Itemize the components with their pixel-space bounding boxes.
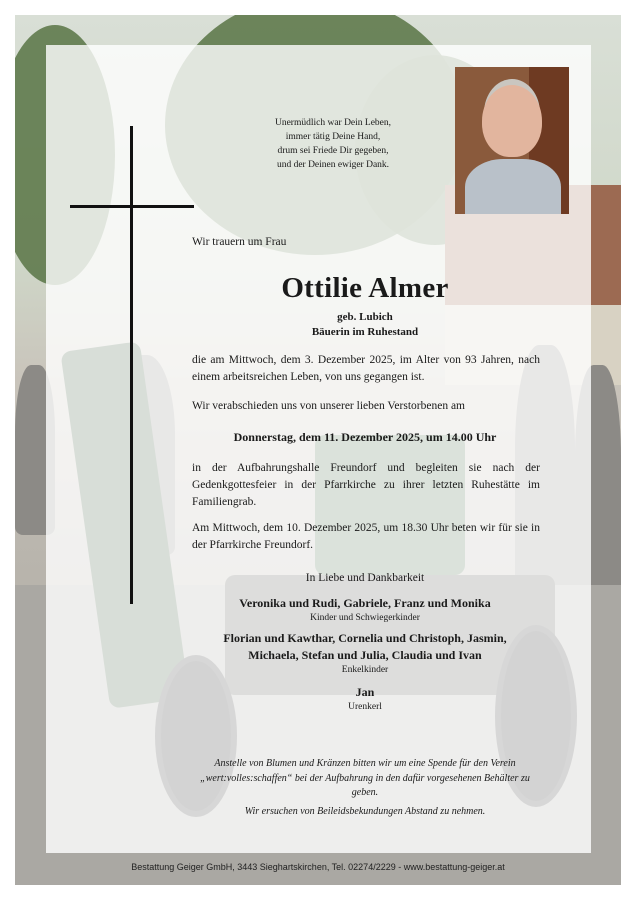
mourner-relation: Kinder und Schwiegerkinder [310,613,420,623]
death-announcement: die am Mittwoch, dem 3. Dezember 2025, im Alter von 93 Jahren, nach einem arbeitsreichen Leben, von uns gegangen ist. [192,354,540,383]
prayer-text: Am Mittwoch, dem 10. Dezember 2025, um 18.30 Uhr beten wir für sie in der Pfarrkirche Freundorf. [192,522,540,551]
mourning-intro: Wir trauern um Frau [192,236,287,248]
mourners-intro: In Liebe und Dankbarkeit [305,572,425,584]
mourner-relation: Urenkerl [348,702,382,712]
poem-line: und der Deinen ewiger Dank. [276,160,390,170]
funeral-place: in der Aufbahrungshalle Freundorf und begleiten sie nach der Gedenkgottesfeier in der Pfarrkirche zu ihrer letzten Ruhestätte im Familiengrab. [192,462,540,508]
memorial-poem [244,116,422,172]
mourner-group-children [192,595,538,624]
farewell-text: Wir verabschieden uns von unserer lieben Verstorbenen am [192,400,465,412]
poem-line: drum sei Friede Dir gegeben, [277,146,389,156]
funeral-date: Donnerstag, dem 11. Dezember 2025, um 14.00 Uhr [233,430,497,444]
mourner-group-grandchildren [192,630,538,676]
poem-line: immer tätig Deine Hand, [285,132,381,142]
mourner-names: Jan [355,685,375,699]
condolence-note: Wir ersuchen von Beileidsbekundungen Abstand zu nehmen. [244,806,486,817]
donation-note: Anstelle von Blumen und Kränzen bitten wir um eine Spende für den Verein „wert:volles:schaffen“ bei der Aufbahrung in den dafür vorgesehenen Behälter zu geben. [200,758,530,798]
mourner-names: Florian und Kawthar, Cornelia und Christoph, Jasmin, Michaela, Stefan und Julia, Claudia und Ivan [223,631,507,662]
deceased-name: Ottilie Almer [281,272,449,304]
deceased-details [192,310,538,340]
mourner-group-great-grandchildren [192,684,538,713]
poem-line: Unermüdlich war Dein Leben, [274,118,392,128]
maiden-name: geb. Lubich [337,311,393,323]
occupation: Bäuerin im Ruhestand [311,326,419,338]
mourner-relation: Enkelkinder [341,665,389,675]
portrait-photo [455,67,569,214]
mourner-names: Veronika und Rudi, Gabriele, Franz und Monika [239,596,491,610]
footer-undertaker: Bestattung Geiger GmbH, 3443 Sieghartskirchen, Tel. 02274/2229 - www.bestattung-geiger.at [131,862,505,872]
